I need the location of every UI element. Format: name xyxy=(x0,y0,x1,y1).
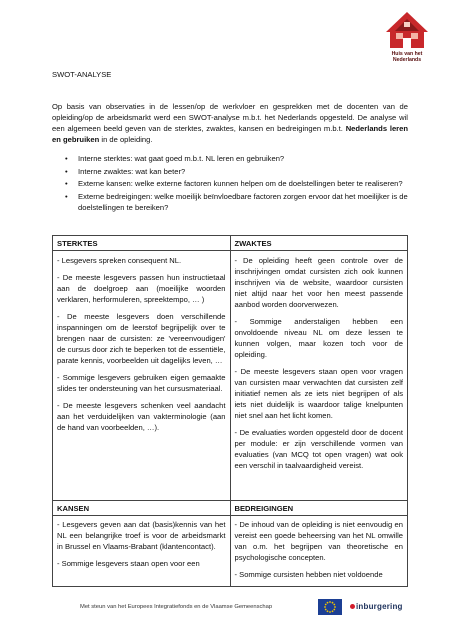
house-logo-icon xyxy=(384,10,430,50)
zwaktes-cell xyxy=(230,251,408,501)
question-list xyxy=(52,153,412,214)
table-row xyxy=(53,516,408,587)
kansen-heading: KANSEN xyxy=(53,501,231,516)
huis-van-het-nederlands-logo xyxy=(384,10,430,63)
sterkte-item: - De meeste lesgevers doen verschillende inspanningen om de leerstof begrijpelijk over te brengen naar de cursisten: ze 'vereenvoudigen' de cursus door zich te beperken tot de essentiële, parate kennis, voorbeelden uit dagelijks leven, … xyxy=(57,312,226,365)
table-row xyxy=(53,236,408,251)
bedreigingen-heading: BEDREIGINGEN xyxy=(230,501,408,516)
table-row xyxy=(53,251,408,501)
sterkte-item: - De meeste lesgevers passen hun instructietaal aan de doelgroep aan (moeilijke woorden verklaren, herformuleren, spreektempo, … ) xyxy=(57,273,226,304)
zwakte-item: - De meeste lesgevers staan open voor vragen van cursisten maar verwachten dat cursisten zelf initiatief nemen als ze iets niet begrijpen of als iets niet duidelijk is waardoor talige knelpunten niet snel aan het licht komen. xyxy=(234,367,403,420)
list-item: • Interne sterktes: wat gaat goed m.b.t. NL leren en gebruiken? xyxy=(52,153,412,164)
eu-stars-icon xyxy=(318,599,342,615)
zwakte-item: - De opleiding heeft geen controle over de inschrijvingen omdat cursisten zich ook kunnen inschrijven via de website, waardoor cursisten niet altijd naar het voor hen meest passende aanbod worden doorverwezen. xyxy=(234,256,403,309)
list-item: • Interne zwaktes: wat kan beter? xyxy=(52,166,412,177)
kans-item: - Lesgevers geven aan dat (basis)kennis van het NL een belangrijke troef is voor de arbeidsmarkt in Brussel en Vlaams-Brabant (klantencontact). xyxy=(57,520,226,551)
bedreiging-item: - De inhoud van de opleiding is niet eenvoudig en vereist een goede beheersing van het NL omwille van o.m. het begrijpen van theoretische en psychologische concepten. xyxy=(234,520,403,562)
sterkte-item: - Lesgevers spreken consequent NL. xyxy=(57,256,182,265)
intro-paragraph xyxy=(52,101,408,145)
zwaktes-heading: ZWAKTES xyxy=(230,236,408,251)
intro-bold: Nederlands leren en gebruiken xyxy=(52,124,408,144)
bedreigingen-cell xyxy=(230,516,408,587)
sterktes-heading: STERKTES xyxy=(53,236,231,251)
logo-line-2: Nederlands xyxy=(392,57,422,63)
inburgering-mark-icon xyxy=(350,604,355,609)
inburgering-logo-text: inburgering xyxy=(356,602,403,611)
list-item: • Externe bedreigingen: welke moeilijk beïnvloedbare factoren zorgen ervoor dat het moeilijker is de doelstellingen te bereiken? xyxy=(52,191,412,213)
zwakte-item: - De evaluaties worden opgesteld door de docent per module: er zijn verschillende vormen van evaluaties (van MCQ tot open vragen) wat ook een verschil in taalvaardigheid vereist. xyxy=(234,428,403,470)
kans-item: - Sommige lesgevers staan open voor een xyxy=(57,559,200,568)
page-footer xyxy=(0,598,453,618)
document-title: SWOT-ANALYSE xyxy=(52,70,112,79)
table-row xyxy=(53,501,408,516)
bedreiging-item: - Sommige cursisten hebben niet voldoende xyxy=(234,570,383,579)
swot-table xyxy=(52,235,408,587)
intro-tail: in de opleiding. xyxy=(99,135,153,144)
sterkte-item: - De meeste lesgevers schenken veel aandacht aan het verduidelijken van vakterminologie (aan de hand van voorbeelden, …). xyxy=(57,401,226,432)
sterktes-cell xyxy=(53,251,231,501)
inburgering-logo xyxy=(350,600,412,614)
kansen-cell xyxy=(53,516,231,587)
footer-text: Met steun van het Europees Integratiefonds en de Vlaamse Gemeenschap xyxy=(80,604,273,610)
sterkte-item: - Sommige lesgevers gebruiken eigen gemaakte slides ter ondersteuning van het cursusmateriaal. xyxy=(57,373,226,393)
logo-text xyxy=(384,51,430,63)
eu-flag-icon xyxy=(318,599,342,615)
zwakte-item: - Sommige anderstaligen hebben een onvoldoende niveau NL om deze lessen te kunnen volgen, maar kozen toch voor de opleiding. xyxy=(234,317,403,359)
logo-line-1: Huis van het xyxy=(391,51,423,57)
intro-text: Op basis van observaties in de lessen/op de werkvloer en gesprekken met de docenten van de opleiding/op de arbeidsmarkt werd een SWOT-analyse m.b.t. het Nederlands opgesteld. De analyse wil een algemeen beeld geven van de sterktes, zwaktes, kansen en bedreigingen m.b.t. xyxy=(52,102,408,133)
list-item: • Externe kansen: welke externe factoren kunnen helpen om de doelstellingen beter te realiseren? xyxy=(52,178,412,189)
